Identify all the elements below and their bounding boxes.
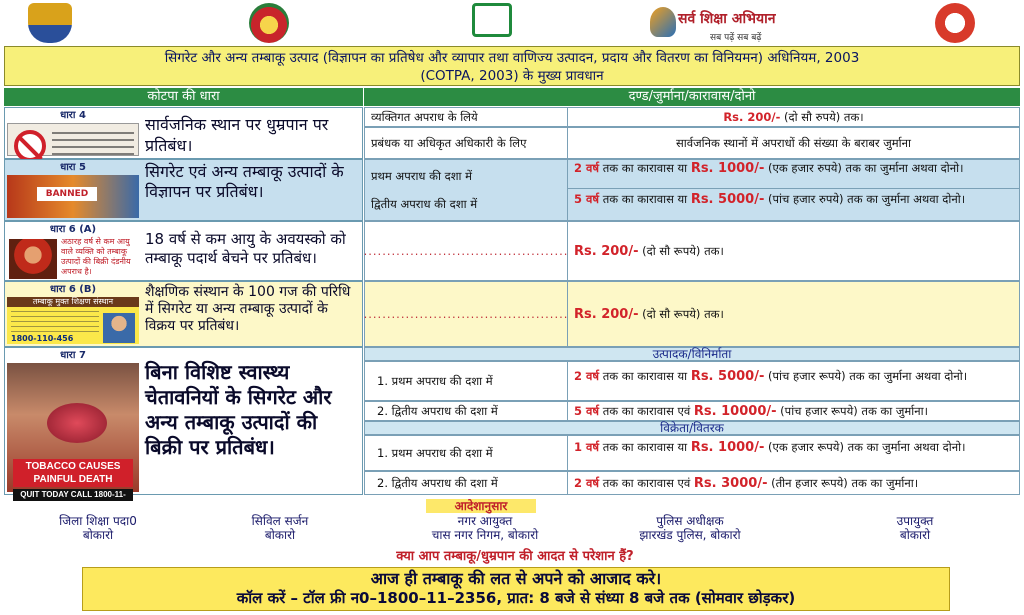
official-police-superintendent: पुलिस अधीक्षक झारखंड पुलिस, बोकारो <box>639 514 741 542</box>
page-title <box>4 46 1020 86</box>
quitline-text: QUIT TODAY CALL 1800-11-2356 <box>13 489 133 501</box>
cta-line-2: कॉल करें – टॉल फ्री न0–1800–11–2356, प्रात: 8 बजे से संध्या 8 बजे तक (सोमवार छोड़कर) <box>236 589 796 607</box>
section-label: धारा 4 <box>60 110 86 121</box>
section-label: धारा 6 (A) <box>49 224 97 235</box>
warning-caption: TOBACCO CAUSES PAINFUL DEATH <box>13 459 133 487</box>
section-label: धारा 7 <box>60 350 86 361</box>
official-deputy-commissioner: उपायुक्त बोकारो <box>896 514 934 542</box>
offense-labels <box>365 160 568 220</box>
section-6a-thumbnail <box>7 224 139 278</box>
offense-first: 1. प्रथम अपराध की दशा में <box>365 362 568 400</box>
section-label: धारा 6 (B) <box>49 284 97 295</box>
offender-type: प्रबंधक या अधिकृत अधिकारी के लिए <box>365 128 568 158</box>
penalty-value: 5 वर्ष तक का कारावास या Rs. 5000/- (पांच हजार रुपये) तक का जुर्माना अथवा दोनो। <box>574 192 966 207</box>
offense-dots: ............................................ <box>365 282 568 346</box>
no-smoking-sign-icon <box>7 123 139 156</box>
title-line-2: (COTPA, 2003) के मुख्य प्रावधान <box>420 68 604 84</box>
penalty-value: Rs. 200/- (दो सौ रूपये) तक। <box>574 243 724 259</box>
section-7-thumbnail <box>7 350 139 511</box>
health-warning-image <box>7 363 139 511</box>
hrd-ministry-logo-icon <box>472 3 512 37</box>
penalty-row <box>364 221 1020 281</box>
offense-first: प्रथम अपराध की दशा में <box>371 168 473 183</box>
fine-text: (दो सौ रुपये) तक। <box>784 109 864 124</box>
penalty-row <box>364 107 1020 127</box>
fine-amount: Rs. 200/- <box>574 306 639 322</box>
section-label: धारा 5 <box>60 162 86 173</box>
police-emblem-icon <box>28 3 72 43</box>
fine-amount: Rs. 10000/- <box>693 404 777 419</box>
helpline-number: 1800-110-456 <box>11 334 74 343</box>
fine-amount: Rs. 1000/- <box>690 161 765 176</box>
fine-amount: Rs. 1000/- <box>690 440 765 455</box>
nhm-logo-icon <box>935 3 975 43</box>
section-description: सिगरेट एवं अन्य तम्बाकू उत्पादों के विज्ञापन पर प्रतिबंध। <box>145 162 344 201</box>
pencil-icon <box>650 7 676 37</box>
offense-second: 2. द्वितीय अपराध की दशा में <box>365 402 568 420</box>
logo-strip <box>0 0 1024 46</box>
offender-type: व्यक्तिगत अपराध के लिये <box>365 108 568 126</box>
minor-sale-warning-image <box>7 237 139 278</box>
ssa-tagline: सब पढ़ें सब बढ़ें <box>710 33 762 43</box>
cta-line-1: आज ही तम्बाकू की लत से अपने को आजाद करे। <box>370 569 662 588</box>
offense-dots: ............................................ <box>365 222 568 280</box>
fine-amount: Rs. 3000/- <box>693 476 768 491</box>
penalty-value: 2 वर्ष तक का कारावास या Rs. 1000/- (एक हजार रुपये) तक का जुर्माना अथवा दोनो। <box>568 160 1019 189</box>
jharkhand-seal-icon <box>249 3 289 43</box>
order-title: आदेशानुसार <box>426 499 536 513</box>
penalty-row <box>364 401 1020 421</box>
official-education: जिला शिक्षा पदा0 बोकारो <box>59 514 137 542</box>
fine-amount: Rs. 5000/- <box>690 192 765 207</box>
banned-ad-image <box>7 175 139 218</box>
penalty-value: 1 वर्ष तक का कारावास या Rs. 1000/- (एक हजार रूपये) तक का जुर्माना अथवा दोनो। <box>574 440 966 455</box>
section-5-block <box>4 159 363 221</box>
warning-text: अठारह वर्ष से कम आयु वाले व्यक्ति को तम्बाकू उत्पादों की बिक्री दंडनीय अपराध है। <box>61 237 131 276</box>
fine-amount: Rs. 200/- <box>574 243 639 259</box>
section-5-thumbnail <box>7 162 139 218</box>
penalty-row <box>364 281 1020 347</box>
ssa-name: सर्व शिक्षा अभियान <box>678 11 776 27</box>
penalty-row <box>364 471 1020 495</box>
penalty-value: सार्वजनिक स्थानों में अपराधों की संख्या के बराबर जुर्माना <box>675 135 912 150</box>
official-municipal-commissioner: नगर आयुक्त चास नगर निगम, बोकारो <box>431 514 539 542</box>
penalty-column-header: दण्ड/जुर्माना/कारावास/दोनो <box>364 88 1020 106</box>
help-question: क्या आप तम्बाकू/धुम्रपान की आदत से परेशान हैं? <box>396 549 634 564</box>
offense-first: 1. प्रथम अपराध की दशा में <box>365 436 568 470</box>
penalty-row <box>364 361 1020 401</box>
seller-subheader: विक्रेता/वितरक <box>364 421 1020 435</box>
fine-amount: Rs. 5000/- <box>690 369 765 384</box>
section-4-thumbnail <box>7 110 139 156</box>
section-4-block <box>4 107 363 159</box>
fine-amount: Rs. 200/- <box>723 109 781 124</box>
section-6b-block <box>4 281 363 347</box>
official-civil-surgeon: सिविल सर्जन बोकारो <box>251 514 309 542</box>
tobacco-free-school-poster: तम्बाकू मुक्त शिक्षण संस्थान 1800-110-456 <box>7 297 139 344</box>
section-6a-block <box>4 221 363 281</box>
title-line-1: सिगरेट और अन्य तम्बाकू उत्पाद (विज्ञापन का प्रतिषेध और व्यापार तथा वाणिज्य उत्पादन, प्रदाय और वितरण का विनियमन) अधिनियम, 2003 <box>164 50 860 66</box>
penalty-value: 2 वर्ष तक का कारावास या Rs. 5000/- (पांच हजार रूपये) तक का जुर्माना अथवा दोनो। <box>574 369 968 384</box>
penalty-group <box>364 159 1020 221</box>
banned-sign: BANNED <box>37 187 97 201</box>
penalty-row <box>364 127 1020 159</box>
section-description: 18 वर्ष से कम आयु के अवयस्को को तम्बाकू पदार्थ बेचने पर प्रतिबंध। <box>145 230 346 267</box>
penalty-row <box>364 435 1020 471</box>
section-7-block <box>4 347 363 511</box>
section-description: बिना विशिष्ट स्वास्थ्य चेतावनियों के सिगरेट और अन्य तम्बाकू उत्पादों की बिक्री पर प्रतिबंध। <box>145 360 332 459</box>
penalty-value <box>568 108 1019 126</box>
section-description: शैक्षणिक संस्थान के 100 गज की परिधि में सिगरेट या अन्य तम्बाकू उत्पादों के विक्रय पर प्रतिबंध। <box>145 284 351 334</box>
section-column-header: कोटपा की धारा <box>4 88 363 106</box>
penalty-value: 2 वर्ष तक का कारावास एवं Rs. 3000/- (तीन हजार रूपये) तक का जुर्माना। <box>574 476 919 491</box>
call-to-action-banner <box>82 567 950 611</box>
section-6b-thumbnail <box>7 284 139 344</box>
ssa-logo <box>648 3 804 45</box>
penalty-value: 5 वर्ष तक का कारावास एवं Rs. 10000/- (पांच हजार रूपये) तक का जुर्माना। <box>574 404 928 419</box>
offense-second: द्वितीय अपराध की दशा में <box>371 196 478 211</box>
producer-subheader: उत्पादक/विनिर्माता <box>364 347 1020 361</box>
section-description: सार्वजनिक स्थान पर धुम्रपान पर प्रतिबंध। <box>145 115 329 155</box>
penalty-value: Rs. 200/- (दो सौ रूपये) तक। <box>574 306 724 322</box>
offense-second: 2. द्वितीय अपराध की दशा में <box>365 472 568 494</box>
